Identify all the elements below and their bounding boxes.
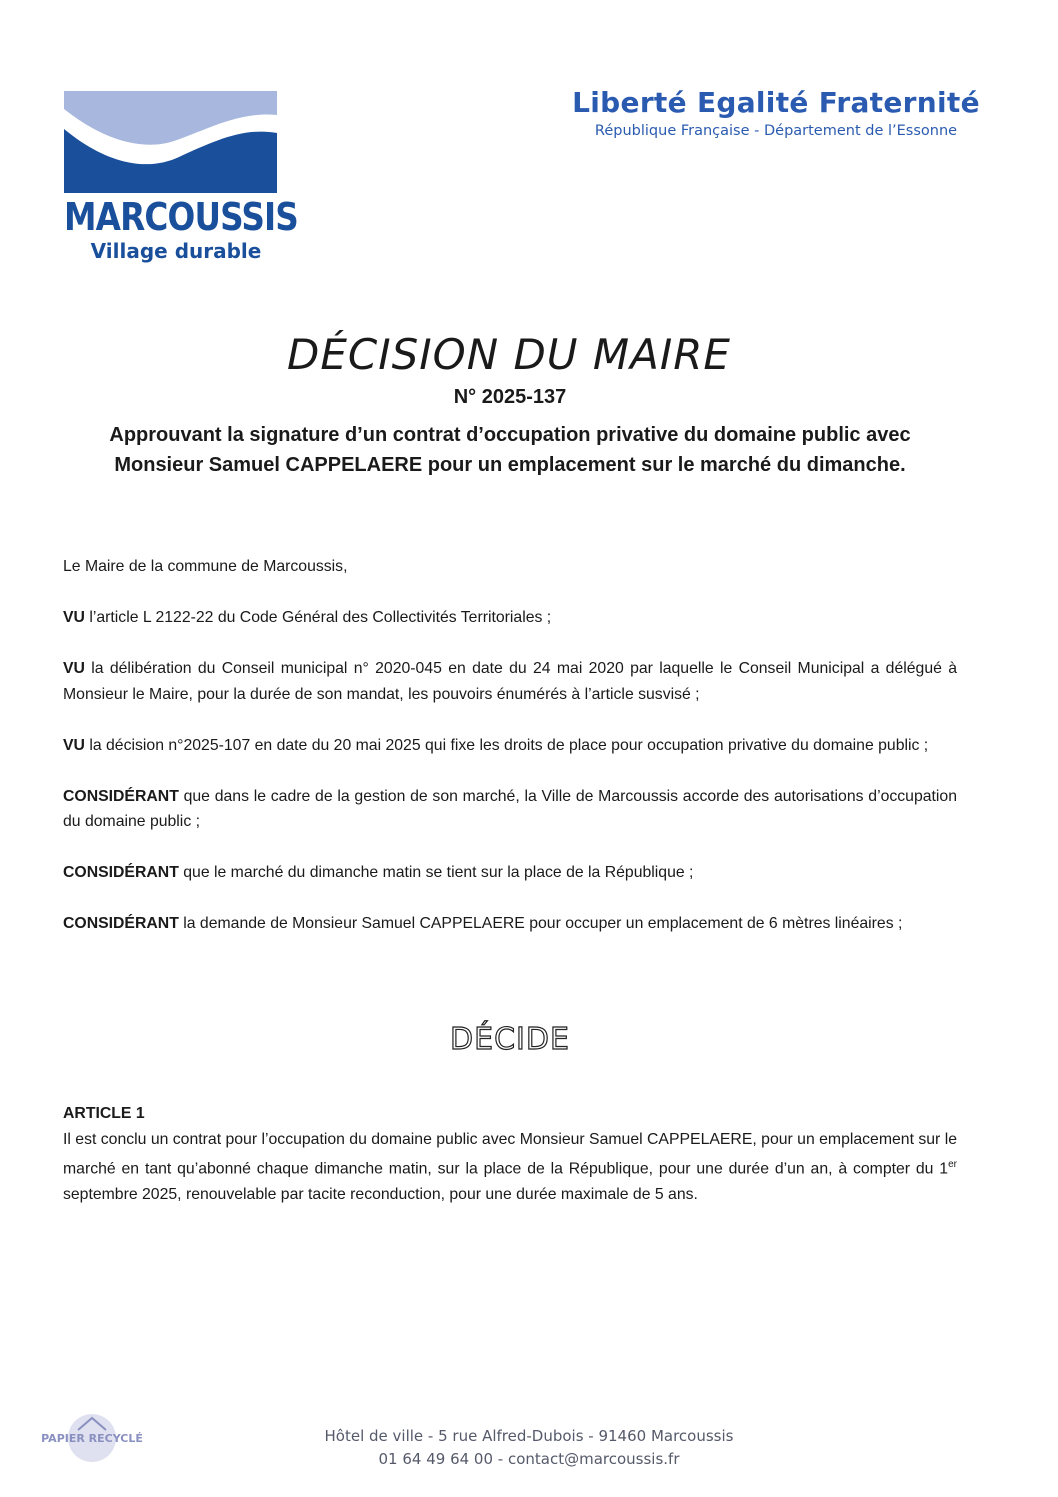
article-1: [63, 1101, 957, 1207]
article-text-after: septembre 2025, renouvelable par tacite reconduction, pour une durée maximale de 5 ans.: [63, 1185, 698, 1203]
clause-text: la décision n°2025-107 en date du 20 mai 2025 qui fixe les droits de place pour occupation privative du domaine public ;: [84, 736, 929, 754]
clause-keyword: CONSIDÉRANT: [63, 864, 179, 881]
clause-text: que dans le cadre de la gestion de son marché, la Ville de Marcoussis accorde des autorisations d’occupation du domaine public ;: [63, 787, 957, 830]
logo-tagline: Village durable: [90, 239, 262, 263]
decision-subject: [62, 420, 958, 480]
decide-heading: DÉCIDE: [450, 1022, 570, 1057]
motto-sub: République Française - Département de l’Essonne: [594, 123, 958, 139]
motto-main: Liberté Egalité Fraternité: [572, 86, 980, 119]
logo-name: MARCOUSSIS: [64, 195, 298, 239]
clause-text: la délibération du Conseil municipal n° 2020-045 en date du 24 mai 2020 par laquelle le Conseil Municipal a délégué à Monsieur le Maire, pour la durée de son mandat, les pouvoirs énumérés à l’article susvisé ;: [63, 660, 957, 703]
clause-considerant-1: [63, 784, 957, 835]
clause-considerant-2: [63, 860, 957, 886]
clause-keyword: VU: [63, 660, 85, 677]
article-title: ARTICLE 1: [63, 1105, 145, 1122]
subject-line-1: Approuvant la signature d’un contrat d’occupation privative du domaine public avec: [109, 424, 911, 446]
clause-vu-1: [63, 605, 957, 631]
preamble-intro: Le Maire de la commune de Marcoussis,: [63, 558, 348, 575]
decision-number: N° 2025-137: [453, 386, 567, 408]
clause-text: la demande de Monsieur Samuel CAPPELAERE pour occuper un emplacement de 6 mètres linéaires ;: [178, 915, 903, 932]
republic-motto: [556, 86, 996, 139]
subject-line-2: Monsieur Samuel CAPPELAERE pour un emplacement sur le marché du dimanche.: [114, 454, 906, 476]
clause-text: l’article L 2122-22 du Code Général des Collectivités Territoriales ;: [84, 609, 552, 626]
clause-keyword: CONSIDÉRANT: [63, 915, 179, 932]
clause-keyword: VU: [63, 736, 85, 754]
footer-address: Hôtel de ville - 5 rue Alfred-Dubois - 91460 Marcoussis: [324, 1427, 734, 1445]
article-text-before: Il est conclu un contrat pour l’occupation du domaine public avec Monsieur Samuel CAPPELAERE, pour un emplacement sur le marché en tant qu’abonné chaque dimanche matin, sur la place de la République, pour une durée d’un an, à compter du 1: [63, 1130, 957, 1178]
clause-vu-2: [63, 656, 957, 707]
preamble: [63, 554, 957, 962]
clause-keyword: VU: [63, 609, 85, 626]
recycle-label: PAPIER RECYCLÉ: [41, 1432, 143, 1445]
footer-contact: 01 64 49 64 00 - contact@marcoussis.fr: [378, 1450, 680, 1468]
article-text: [63, 1127, 957, 1208]
clause-keyword: CONSIDÉRANT: [63, 787, 179, 805]
clause-text: que le marché du dimanche matin se tient sur la place de la République ;: [178, 864, 694, 881]
logo-wave-icon: [64, 91, 277, 193]
footer: [0, 1425, 1058, 1471]
marcoussis-logo: [64, 91, 298, 266]
clause-considerant-3: [63, 911, 957, 937]
article-text-sup: er: [948, 1159, 957, 1170]
document-title: DÉCISION DU MAIRE: [287, 330, 731, 379]
clause-vu-3: [63, 733, 957, 759]
